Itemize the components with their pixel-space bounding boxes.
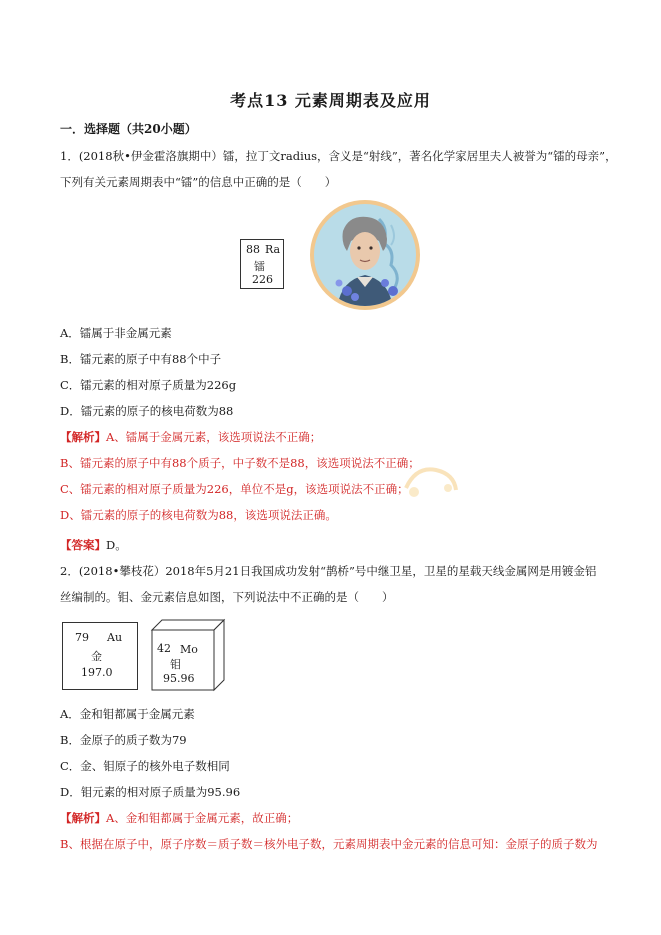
- watermark-logo: [400, 458, 462, 504]
- marie-curie-portrait-image: [309, 199, 421, 311]
- q1-analysis-line1: [60, 429, 321, 445]
- q2-option-d: D．钼元素的相对原子质量为95.96: [60, 785, 241, 799]
- q2-analysis-label: 【解析】: [60, 811, 106, 825]
- q1-analysis-first: A、镭属于金属元素，该选项说法不正确；: [106, 430, 322, 444]
- gold-atomic-mass: 197.0: [81, 666, 113, 679]
- q1-answer-label: 【答案】: [60, 538, 106, 552]
- q1-option-d: D．镭元素的原子的核电荷数为88: [60, 404, 234, 418]
- q2-option-b: B．金原子的质子数为79: [60, 733, 187, 747]
- q1-analysis-label: 【解析】: [60, 430, 106, 444]
- molybdenum-atomic-number: 42: [157, 642, 171, 655]
- radium-element-card: [240, 239, 284, 289]
- molybdenum-symbol: Mo: [180, 643, 198, 656]
- page-title: 考点13 元素周期表及应用: [230, 91, 431, 110]
- radium-atomic-number: 88: [246, 243, 260, 256]
- q1-answer: [60, 537, 127, 553]
- q1-analysis-line4: D、镭元素的原子的核电荷数为88，该选项说法正确。: [60, 508, 337, 522]
- q1-stem-line2: 下列有关元素周期表中“镭”的信息中正确的是（ ）: [60, 175, 337, 189]
- q1-analysis-line2: B、镭元素的原子中有88个质子，中子数不是88，该选项说法不正确；: [60, 456, 420, 470]
- radium-symbol: Ra: [265, 243, 281, 256]
- molybdenum-atomic-mass: 95.96: [163, 672, 195, 685]
- q1-option-a: A．镭属于非金属元素: [60, 326, 172, 340]
- gold-name: 金: [91, 650, 102, 663]
- q1-analysis-line3: C、镭元素的相对原子质量为226，单位不是g，该选项说法不正确；: [60, 482, 409, 496]
- q2-analysis-line2: B、根据在原子中，原子序数＝质子数＝核外电子数，元素周期表中金元素的信息可知：金原子的质子数为: [60, 837, 598, 851]
- radium-atomic-mass: 226: [252, 273, 273, 286]
- q2-analysis-line1: [60, 810, 298, 826]
- gold-atomic-number: 79: [75, 631, 89, 644]
- q1-answer-value: D。: [106, 538, 127, 552]
- q2-stem-line2: 丝编制的。钼、金元素信息如图，下列说法中不正确的是（ ）: [60, 590, 394, 604]
- molybdenum-element-card: [152, 630, 214, 690]
- q1-option-b: B．镭元素的原子中有88个中子: [60, 352, 222, 366]
- radium-name: 镭: [254, 260, 265, 273]
- q2-option-c: C．金、钼原子的核外电子数相同: [60, 759, 230, 773]
- gold-symbol: Au: [107, 631, 123, 644]
- molybdenum-name: 钼: [170, 658, 181, 671]
- q1-option-c: C．镭元素的相对原子质量为226g: [60, 378, 237, 392]
- q1-stem-line1: 1．(2018秋•伊金霍洛旗期中）镭，拉丁文radius，含义是“射线”，著名化学家居里夫人被誉为“镭的母亲”，: [60, 149, 617, 163]
- q2-option-a: A．金和钼都属于金属元素: [60, 707, 195, 721]
- section-heading: 一．选择题（共20小题）: [60, 122, 197, 136]
- q2-analysis-first: A、金和钼都属于金属元素，故正确；: [106, 811, 299, 825]
- q2-stem-line1: 2．(2018•攀枝花）2018年5月21日我国成功发射“鹊桥”号中继卫星，卫星的星载天线金属网是用镀金铝: [60, 564, 597, 578]
- gold-element-card: [62, 622, 138, 690]
